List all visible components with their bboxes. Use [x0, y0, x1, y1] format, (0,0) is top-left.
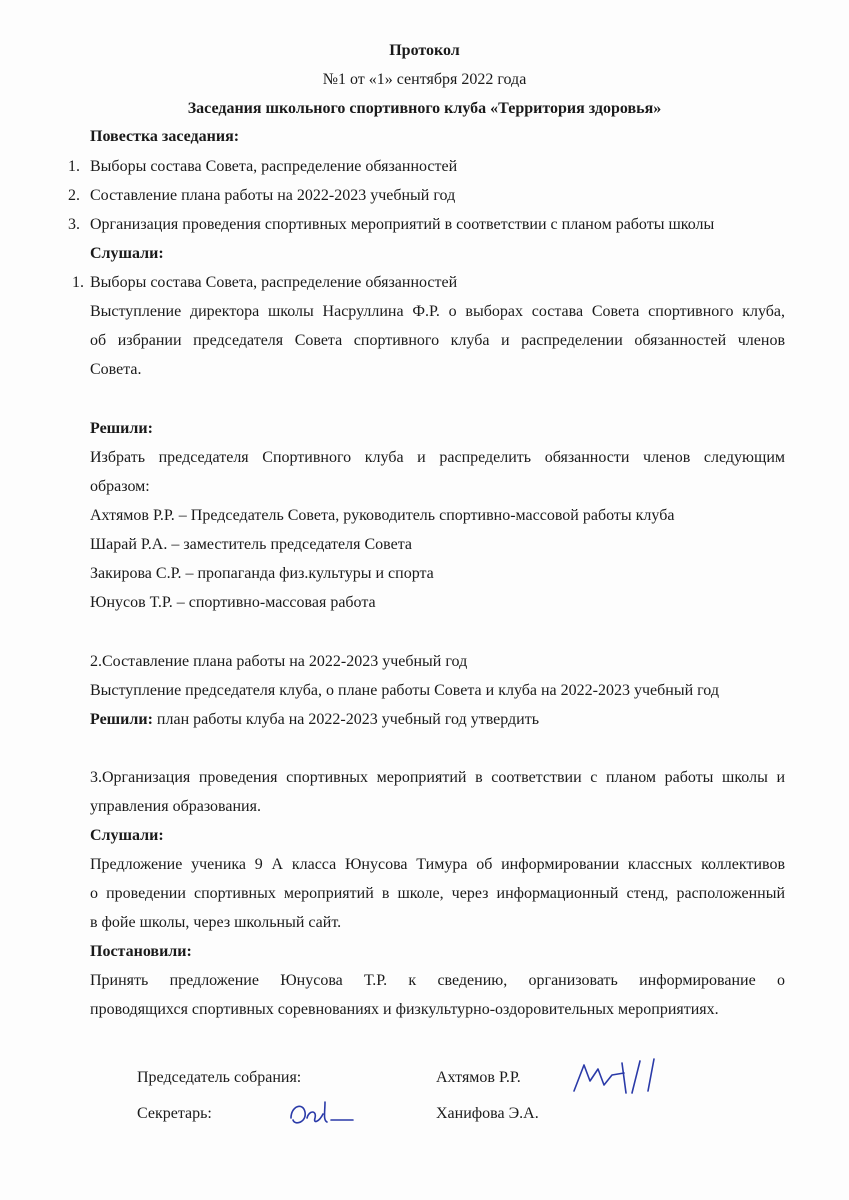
chair-signature-icon: [560, 1055, 670, 1097]
listened-line: Совета.: [90, 361, 142, 378]
decided-line: Закирова С.Р. – пропаганда физ.культуры и спорта: [90, 565, 434, 582]
agenda-item-text: Составление плана работы на 2022-2023 учебный год: [90, 187, 456, 204]
doc-title: Протокол: [389, 42, 460, 59]
listened-line: об избрании председателя Совета спортивного клуба и распределении обязанностей членов: [90, 332, 785, 349]
agenda-item-number: 2.: [68, 187, 80, 204]
section2-title: 2.Составление плана работы на 2022-2023 учебный год: [90, 653, 468, 670]
agenda-item-text: Организация проведения спортивных мероприятий в соответствии с планом работы школы: [90, 216, 715, 233]
section2-decided-label: Решили:: [90, 711, 153, 728]
resolved-line: проводящихся спортивных соревнованиях и физкультурно-оздоровительных мероприятиях.: [90, 1001, 719, 1018]
agenda-heading: Повестка заседания:: [90, 128, 240, 145]
secretary-name: Ханифова Э.А.: [436, 1105, 539, 1122]
decided-heading: Решили:: [90, 420, 153, 437]
section3-line: о проведении спортивных мероприятий в школе, через информационный стенд, расположенный: [90, 885, 785, 902]
listened-heading: Слушали:: [90, 245, 164, 262]
agenda-item-text: Выборы состава Совета, распределение обязанностей: [90, 158, 458, 175]
decided-line: образом:: [90, 478, 150, 495]
section3-line: Предложение ученика 9 А класса Юнусова Тимура об информировании классных коллективов: [90, 856, 785, 873]
decided-line: Избрать председателя Спортивного клуба и распределить обязанности членов следующим: [90, 449, 785, 466]
decided-line: Ахтямов Р.Р. – Председатель Совета, руководитель спортивно-массовой работы клуба: [90, 507, 675, 524]
resolved-line: Принять предложение Юнусова Т.Р. к сведению, организовать информирование о: [90, 972, 785, 989]
doc-number-date: №1 от «1» сентября 2022 года: [322, 71, 527, 88]
section3-listened-heading: Слушали:: [90, 827, 164, 844]
resolved-heading: Постановили:: [90, 943, 192, 960]
section3-title-line: управления образования.: [90, 798, 261, 815]
doc-subject: Заседания школьного спортивного клуба «Территория здоровья»: [187, 100, 662, 117]
section2-speech: Выступление председателя клуба, о плане работы Совета и клуба на 2022-2023 учебный год: [90, 682, 719, 699]
agenda-item-number: 3.: [68, 216, 80, 233]
listened-item-text: Выборы состава Совета, распределение обязанностей: [90, 274, 458, 291]
decided-line: Шарай Р.А. – заместитель председателя Совета: [90, 536, 413, 553]
chair-name: Ахтямов Р.Р.: [436, 1069, 521, 1086]
section3-title-line: 3.Организация проведения спортивных мероприятий в соответствии с планом работы школы и: [90, 769, 785, 786]
secretary-signature-icon: [285, 1094, 365, 1134]
section2-decided-text: план работы клуба на 2022-2023 учебный год утвердить: [152, 711, 540, 728]
listened-item-number: 1.: [72, 274, 84, 291]
secretary-label: Секретарь:: [137, 1105, 212, 1122]
chair-label: Председатель собрания:: [137, 1069, 302, 1086]
listened-line: Выступление директора школы Насруллина Ф.Р. о выборах состава Совета спортивного клуба,: [90, 303, 785, 320]
decided-line: Юнусов Т.Р. – спортивно-массовая работа: [90, 594, 376, 611]
section3-line: в фойе школы, через школьный сайт.: [90, 914, 342, 931]
section2-decision: [90, 710, 539, 730]
agenda-item-number: 1.: [68, 158, 80, 175]
